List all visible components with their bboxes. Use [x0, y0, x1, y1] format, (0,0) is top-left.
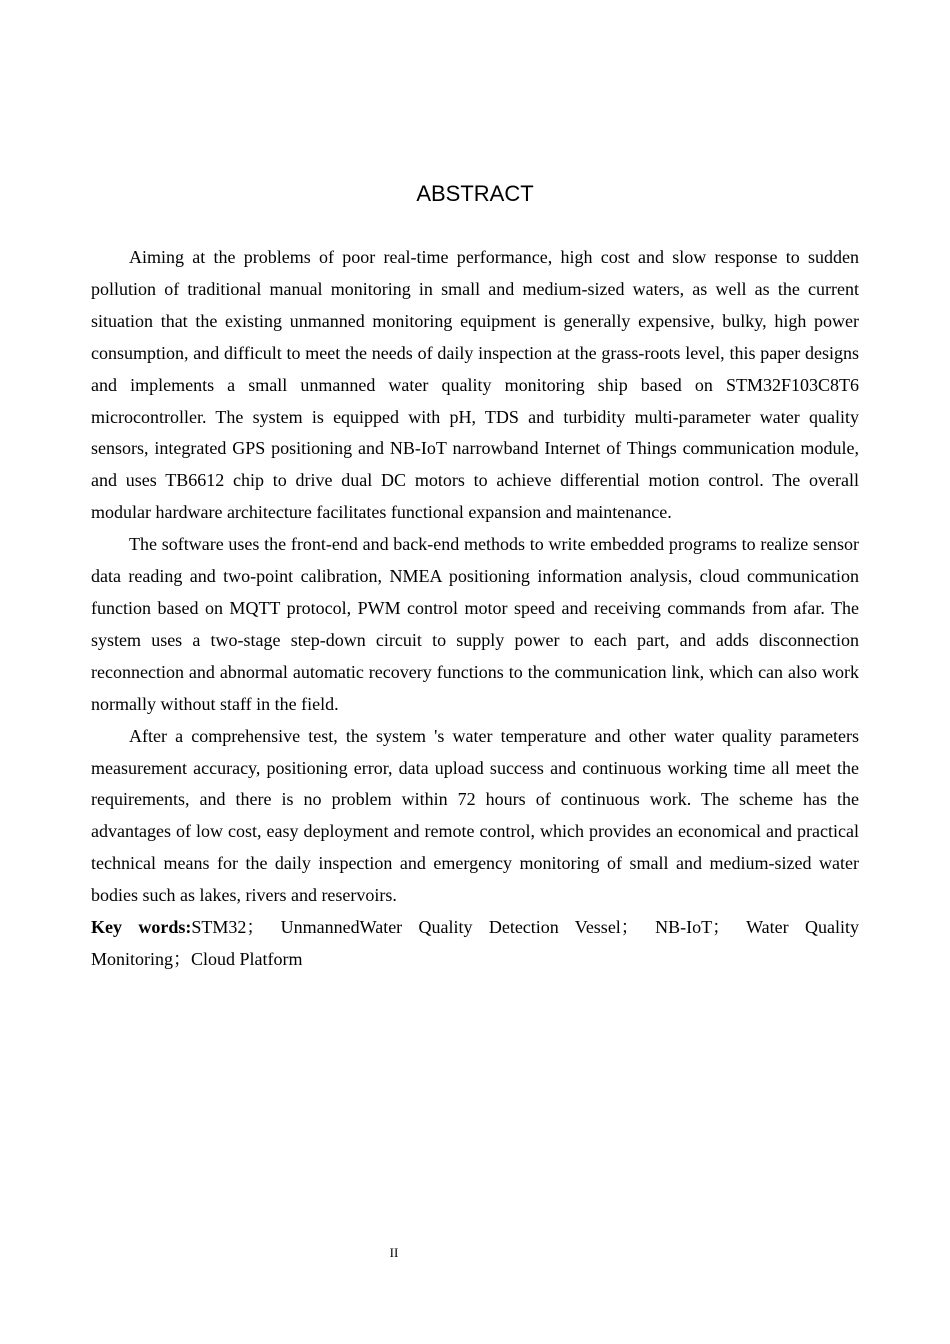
keywords-label: Key words: — [91, 917, 192, 938]
page-number: II — [389, 1245, 399, 1260]
keywords-line — [91, 912, 859, 976]
abstract-paragraph-1: Aiming at the problems of poor real-time performance, high cost and slow response to sudden pollution of traditional manual monitoring in small and medium-sized waters, as well as the current situation that the existing unmanned monitoring equipment is generally expensive, bulky, high power consumption, and difficult to meet the needs of daily inspection at the grass-roots level, this paper designs and implements a small unmanned water quality monitoring ship based on STM32F103C8T6 microcontroller. The system is equipped with pH, TDS and turbidity multi-parameter water quality sensors, integrated GPS positioning and NB-IoT narrowband Internet of Things communication module, and uses TB6612 chip to drive dual DC motors to achieve differential motion control. The overall modular hardware architecture facilitates functional expansion and maintenance. — [91, 247, 859, 523]
keywords-text: STM32； UnmannedWater Quality Detection Vessel； NB-IoT； Water Quality Monitoring；Cloud Platform — [91, 917, 859, 969]
abstract-paragraph-2: The software uses the front-end and back-end methods to write embedded programs to realize sensor data reading and two-point calibration, NMEA positioning information analysis, cloud communication function based on MQTT protocol, PWM control motor speed and receiving commands from afar. The system uses a two-stage step-down circuit to supply power to each part, and adds disconnection reconnection and abnormal automatic recovery functions to the communication link, which can also work normally without staff in the field. — [91, 534, 859, 714]
abstract-body — [91, 242, 859, 976]
abstract-title: ABSTRACT — [416, 181, 534, 206]
abstract-paragraph-3: After a comprehensive test, the system 's water temperature and other water quality parameters measurement accuracy, positioning error, data upload success and continuous working time all meet the requirements, and there is no problem within 72 hours of continuous work. The scheme has the advantages of low cost, easy deployment and remote control, which provides an economical and practical technical means for the daily inspection and emergency monitoring of small and medium-sized water bodies such as lakes, rivers and reservoirs. — [91, 725, 859, 906]
